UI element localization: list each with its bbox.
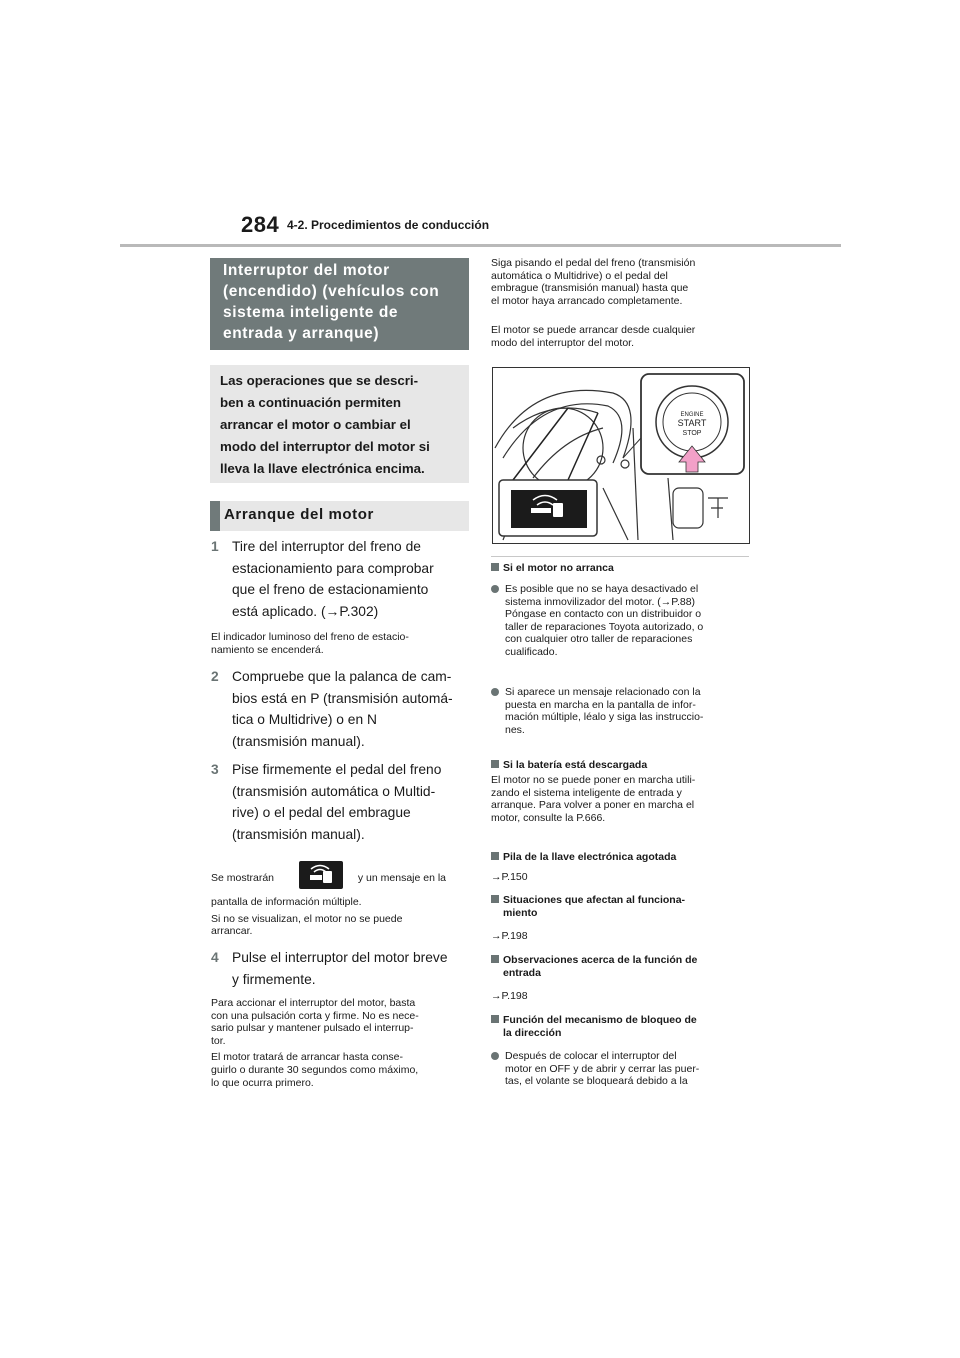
step-1-note: [211, 631, 473, 656]
page-ref-5[interactable]: →P.198: [491, 990, 528, 1002]
step-line: (transmisión manual).: [232, 733, 365, 749]
circle-bullet-icon: [491, 1052, 499, 1060]
note-line: con una pulsación corta y firme. No es nece-: [211, 1009, 419, 1022]
right-intro-2: [491, 324, 753, 349]
intro-line: Las operaciones que se descri-: [220, 373, 419, 388]
step-line: bios está en P (transmisión automá-: [232, 690, 453, 706]
figure-divider: [491, 556, 749, 557]
note-heading-3: [491, 851, 753, 864]
button-label: START: [677, 418, 707, 428]
step-number: 2: [211, 669, 219, 684]
step-line: y firmemente.: [232, 971, 316, 987]
square-bullet-icon: [491, 760, 499, 768]
section-label: 4-2. Procedimientos de conducción: [287, 218, 490, 232]
step-4-note: [211, 997, 473, 1089]
bullet-line: tas, el volante se bloqueará debido a la: [505, 1075, 688, 1088]
bullet-line: puesta en marcha en la pantalla de infor-: [505, 698, 696, 711]
page-ref-4[interactable]: →P.198: [491, 930, 528, 942]
bullet-line: Es posible que no se haya desactivado el: [505, 583, 699, 595]
bullet-line: con cualquier otro taller de reparaciones: [505, 633, 693, 646]
step-line: estacionamiento para comprobar: [232, 560, 434, 576]
title-line: (encendido) (vehículos con: [223, 283, 440, 300]
step-line: Compruebe que la palanca de cam-: [232, 669, 452, 684]
heading-text: Función del mecanismo de bloqueo de: [503, 1014, 697, 1026]
para-line: El motor se puede arrancar desde cualquier: [491, 324, 696, 336]
note-text: Se mostrarán: [211, 871, 275, 884]
intro-box: [210, 365, 469, 483]
section-title: [223, 260, 463, 344]
note-line: arrancar.: [211, 925, 253, 938]
note-line: Para accionar el interruptor del motor, basta: [211, 997, 416, 1009]
bullet-line: nes.: [505, 723, 525, 736]
intro-line: lleva la llave electrónica encima.: [220, 461, 425, 476]
bullet-line: Póngase en contacto con un distribuidor o: [505, 608, 702, 621]
title-line: sistema inteligente de: [223, 304, 399, 321]
para-line: modo del interruptor del motor.: [491, 336, 634, 349]
step-line: Pulse el interruptor del motor breve: [232, 950, 448, 965]
key-indicator-icon: [299, 861, 343, 889]
bullet-line: Después de colocar el interruptor del: [505, 1050, 677, 1062]
square-bullet-icon: [491, 1015, 499, 1023]
step-line: Pise firmemente el pedal del freno: [232, 762, 442, 777]
para-line: El motor no se puede poner en marcha utili-: [491, 774, 696, 786]
heading-accent-bar: [210, 501, 220, 531]
step-number: 1: [211, 539, 219, 554]
title-box: [210, 258, 469, 350]
note-line: pantalla de información múltiple.: [211, 896, 362, 908]
engine-start-figure: [492, 367, 750, 544]
bullet-line: mación múltiple, léalo y siga las instruccio-: [505, 711, 704, 724]
note-line: tor.: [211, 1034, 226, 1047]
heading-text: Si el motor no arranca: [503, 562, 614, 574]
bullet-line: cualificado.: [505, 645, 558, 658]
note-heading-6: [491, 1014, 753, 1039]
para-battery: [491, 774, 753, 824]
title-line: Interruptor del motor: [223, 262, 390, 279]
heading-text: Situaciones que afectan al funciona-: [503, 894, 686, 906]
note-heading-5: [491, 954, 753, 979]
para-line: Siga pisando el pedal del freno (transmisión: [491, 257, 696, 269]
step-2: [211, 666, 473, 752]
button-label: ENGINE: [680, 412, 704, 418]
step-line: está aplicado. (→P.302): [232, 603, 379, 619]
note-line: Si no se visualizan, el motor no se puede: [211, 912, 403, 925]
para-line: automática o Multidrive) o el pedal del: [491, 269, 668, 282]
heading-text: miento: [503, 906, 538, 919]
note-line: sario pulsar y mantener pulsado el interrup-: [211, 1022, 414, 1035]
header-rule: [120, 244, 841, 247]
button-label: STOP: [682, 430, 702, 437]
bullet-line: sistema inmovilizador del motor. (→P.88): [505, 595, 696, 608]
subsection-heading-box: [210, 501, 469, 531]
heading-text: Observaciones acerca de la función de: [503, 954, 698, 966]
para-line: embrague (transmisión manual) hasta que: [491, 282, 689, 295]
para-line: el motor haya arrancado completamente.: [491, 294, 683, 307]
step-1: [211, 536, 473, 622]
note-heading-1: [491, 562, 753, 575]
intro-line: arrancar el motor o cambiar el: [220, 417, 411, 432]
square-bullet-icon: [491, 895, 499, 903]
step-4: [211, 947, 473, 990]
bullet-1: [491, 583, 753, 659]
note-heading-4: [491, 894, 753, 919]
title-line: entrada y arranque): [223, 325, 380, 342]
intro-line: ben a continuación permiten: [220, 395, 402, 410]
step-3: [211, 759, 473, 845]
note-heading-2: [491, 759, 753, 772]
dashboard-illustration: [493, 368, 749, 543]
bullet-6: [491, 1050, 753, 1088]
heading-text: la dirección: [503, 1026, 562, 1039]
intro-line: modo del interruptor del motor si: [220, 439, 430, 454]
bullet-line: taller de reparaciones Toyota autorizado, o: [505, 620, 704, 633]
step-line: Tire del interruptor del freno de: [232, 539, 421, 554]
step-line: tica o Multidrive) o en N: [232, 712, 377, 727]
note-line: El indicador luminoso del freno de estacio-: [211, 631, 409, 643]
right-intro-1: [491, 257, 753, 307]
square-bullet-icon: [491, 852, 499, 860]
page-ref-3[interactable]: →P.150: [491, 871, 528, 883]
note-line: namiento se encenderá.: [211, 643, 324, 656]
para-line: zando el sistema inteligente de entrada y: [491, 786, 682, 799]
heading-text: Si la batería está descargada: [503, 759, 648, 771]
heading-text: entrada: [503, 966, 541, 979]
note-line: guirlo o durante 30 segundos como máximo,: [211, 1063, 419, 1076]
bullet-line: motor en OFF y de abrir y cerrar las puer-: [505, 1062, 700, 1075]
step-number: 3: [211, 762, 219, 777]
bullet-line: Si aparece un mensaje relacionado con la: [505, 686, 701, 698]
step-line: (transmisión manual).: [232, 826, 365, 842]
heading-text: Pila de la llave electrónica agotada: [503, 851, 677, 863]
circle-bullet-icon: [491, 688, 499, 696]
step-number: 4: [211, 950, 219, 965]
para-line: arranque. Para volver a poner en marcha el: [491, 799, 695, 812]
para-line: motor, consulte la P.666.: [491, 811, 606, 824]
intro-text: [220, 370, 465, 480]
step-3-note: [211, 864, 473, 938]
square-bullet-icon: [491, 563, 499, 571]
circle-bullet-icon: [491, 585, 499, 593]
page-number: 284: [241, 212, 280, 237]
square-bullet-icon: [491, 955, 499, 963]
note-text: y un mensaje en la: [357, 871, 447, 884]
note-line: El motor tratará de arrancar hasta conse-: [211, 1051, 404, 1064]
bullet-2: [491, 686, 753, 736]
step-line: (transmisión automática o Multid-: [232, 783, 436, 799]
note-line: lo que ocurra primero.: [211, 1076, 314, 1089]
subsection-heading: Arranque del motor: [224, 506, 374, 523]
step-line: rive) o el pedal del embrague: [232, 805, 411, 820]
step-line: que el freno de estacionamiento: [232, 582, 429, 597]
